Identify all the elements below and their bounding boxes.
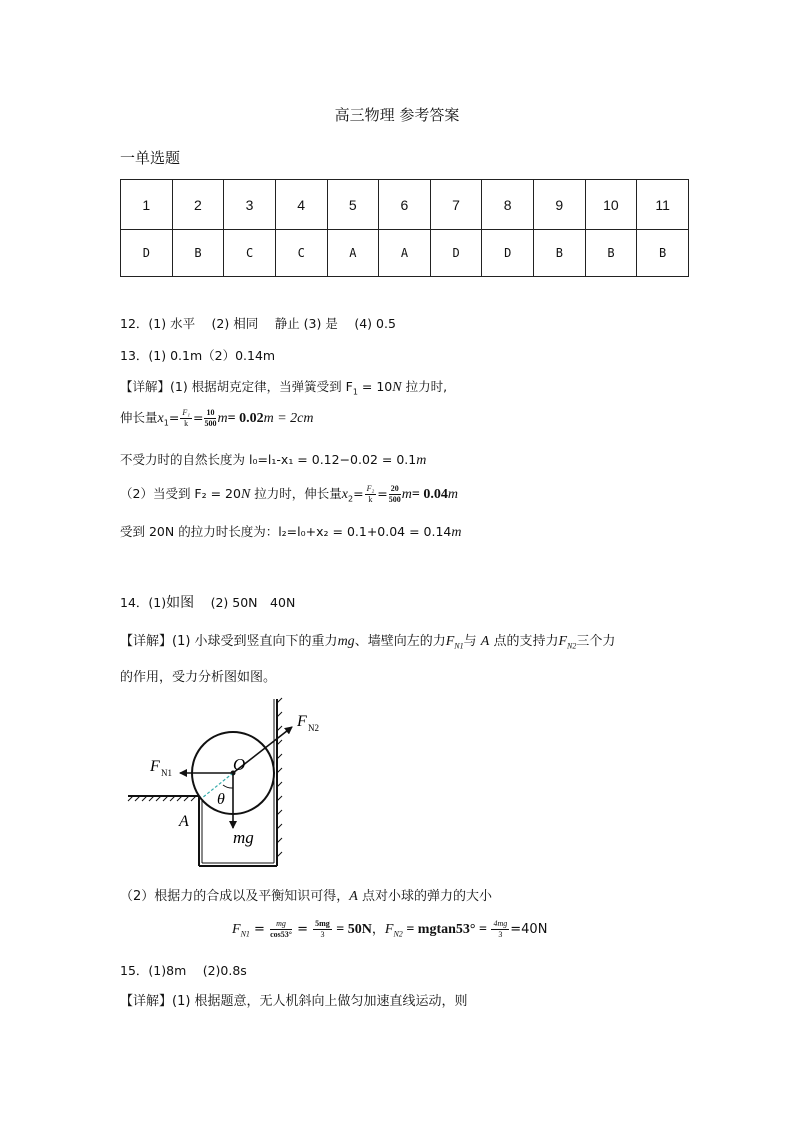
question-number: 2: [172, 180, 224, 230]
fraction-numerator: 4mg: [493, 919, 508, 928]
fraction: [204, 409, 216, 428]
text: （2）当受到 F₂ = 20: [120, 486, 241, 501]
fraction-denominator: 3: [498, 930, 503, 939]
unit-symbol: m: [447, 487, 458, 502]
fraction-denominator: k: [184, 419, 189, 428]
subscript: 1: [163, 418, 169, 428]
fraction-numerator: 20: [390, 484, 399, 493]
fraction: [313, 920, 332, 939]
fraction: [365, 485, 377, 504]
q15-detail-line-1: 【详解】(1) 根据题意，无人机斜向上做匀加速直线运动，则: [120, 994, 468, 1009]
text: 伸长量: [120, 410, 158, 425]
variable: F: [232, 922, 241, 937]
q13-detail-line-2: [120, 408, 313, 428]
unit-symbol: N: [240, 487, 251, 502]
q15-answer: 15．(1)8m (2)0.8s: [120, 963, 247, 978]
q13-detail-line-3: [120, 450, 426, 469]
answer-cell: B: [585, 230, 637, 277]
label-fn1-sub: N1: [161, 768, 172, 778]
text: = 10: [357, 379, 393, 394]
text: 受到 20N 的拉力时长度为：l₂=l₀+x₂ = 0.1+0.04 = 0.14: [120, 524, 452, 539]
q13-detail-line-1: [120, 377, 447, 397]
answer-cell: B: [172, 230, 224, 277]
fraction-denominator: 3: [320, 930, 325, 939]
variable: mg: [337, 634, 355, 649]
result-value: = 50N: [332, 922, 372, 937]
fraction-numerator: 10: [206, 408, 215, 417]
text: 点的支持力: [489, 634, 559, 649]
fraction-numerator: F₂: [366, 484, 375, 493]
unit-symbol: m: [217, 411, 228, 426]
result-value: =40N: [510, 922, 548, 937]
section-heading-single-choice: 一单选题: [120, 149, 181, 167]
bold-value: = 0.04: [411, 487, 448, 502]
q14-detail-line-1: [120, 630, 615, 651]
q14-detail-line-3: [120, 885, 492, 905]
force-diagram: [122, 693, 342, 873]
fraction: [389, 485, 401, 504]
label-mg: mg: [233, 828, 254, 847]
bold-value: = 0.02: [227, 411, 264, 426]
variable: F: [384, 922, 394, 937]
subscript: 1: [352, 387, 358, 397]
fraction-denominator: 500: [204, 419, 217, 428]
text: =: [249, 922, 270, 937]
answer-cell: A: [327, 230, 379, 277]
question-number: 9: [534, 180, 586, 230]
variable: x: [341, 487, 349, 502]
label-fn2-sub: N2: [308, 723, 319, 733]
fraction: [270, 920, 292, 939]
fraction: [180, 409, 192, 428]
label-fn1: F: [150, 758, 160, 775]
text: 点对小球的弹力的大小: [357, 889, 492, 904]
text: =: [168, 410, 180, 425]
q13-answer: 13．(1) 0.1m（2）0.14m: [120, 348, 276, 363]
variable: A: [480, 634, 490, 649]
question-number: 6: [379, 180, 431, 230]
answer-cell: B: [637, 230, 689, 277]
label-a: A: [179, 813, 189, 830]
fraction-numerator: mg: [270, 920, 292, 930]
text: 【详解】(1) 根据胡克定律，当弹簧受到 F: [120, 379, 353, 394]
answer-cell: A: [379, 230, 431, 277]
label-theta: θ: [217, 791, 225, 808]
answer-table-answer-row: [121, 230, 689, 277]
q12-answer: 12．(1) 水平 (2) 相同 静止 (3) 是 (4) 0.5: [120, 316, 396, 331]
subscript: N2: [393, 929, 403, 939]
text: (2) 50N 40N: [194, 595, 296, 610]
unit-symbol: m: [416, 453, 427, 468]
fraction-numerator: F₁: [182, 408, 190, 417]
question-number: 1: [121, 180, 173, 230]
answer-table-number-row: [121, 180, 689, 230]
subscript: N1: [240, 929, 250, 939]
subscript: N2: [567, 641, 577, 651]
q14-detail-line-2: 的作用，受力分析图如图。: [120, 670, 277, 685]
subscript: 2: [348, 494, 354, 504]
question-number: 5: [327, 180, 379, 230]
text: ，: [371, 922, 385, 937]
variable: A: [349, 889, 358, 904]
text: =: [292, 922, 313, 937]
unit-symbol: m: [451, 525, 462, 540]
answer-cell: D: [430, 230, 482, 277]
question-number: 11: [637, 180, 689, 230]
question-number: 8: [482, 180, 534, 230]
answer-cell: B: [534, 230, 586, 277]
q13-detail-line-5: [120, 522, 462, 541]
variable: F: [558, 634, 568, 649]
unit-symbol: m: [401, 487, 412, 502]
text: 与: [463, 634, 481, 649]
subscript: N1: [454, 641, 464, 651]
label-o: O: [233, 755, 246, 774]
answer-cell: D: [482, 230, 534, 277]
text: m = 2cm: [263, 411, 314, 426]
label-fn2: F: [297, 713, 307, 730]
variable: F: [445, 634, 455, 649]
question-number: 10: [585, 180, 637, 230]
text: 拉力时，伸长量: [250, 486, 342, 501]
text: =: [353, 486, 364, 501]
text: 如图: [166, 595, 195, 611]
fraction-numerator: 5mg: [315, 919, 330, 928]
text: （2）根据力的合成以及平衡知识可得，: [120, 889, 350, 904]
text: 三个力: [576, 634, 616, 649]
variable: x: [157, 411, 164, 426]
theta-arc: [223, 785, 233, 788]
fraction: [491, 920, 509, 939]
q14-answer: [120, 592, 295, 612]
text: 、墙壁向左的力: [354, 634, 446, 649]
question-number: 7: [430, 180, 482, 230]
answer-table: [120, 179, 689, 277]
text: 不受力时的自然长度为 l₀=l₁-x₁ = 0.12−0.02 = 0.1: [120, 452, 417, 467]
text: = mgtan53° =: [402, 922, 491, 937]
q13-detail-line-4: [120, 484, 458, 504]
q14-equation: [232, 918, 547, 939]
text: 【详解】(1) 小球受到竖直向下的重力: [120, 634, 338, 649]
question-number: 3: [224, 180, 276, 230]
fraction-denominator: k: [368, 495, 373, 504]
unit-symbol: N: [392, 380, 402, 395]
answer-cell: C: [275, 230, 327, 277]
fraction-denominator: 500: [388, 495, 401, 504]
ledge-hatching: [128, 796, 198, 801]
fraction-denominator: cos53°: [270, 930, 292, 939]
text: =: [377, 486, 388, 501]
question-number: 4: [275, 180, 327, 230]
text: 拉力时,: [401, 379, 448, 394]
page-title: 高三物理 参考答案: [334, 106, 460, 124]
answer-cell: D: [121, 230, 173, 277]
answer-cell: C: [224, 230, 276, 277]
text: 14．(1): [120, 595, 167, 610]
text: =: [192, 410, 204, 425]
